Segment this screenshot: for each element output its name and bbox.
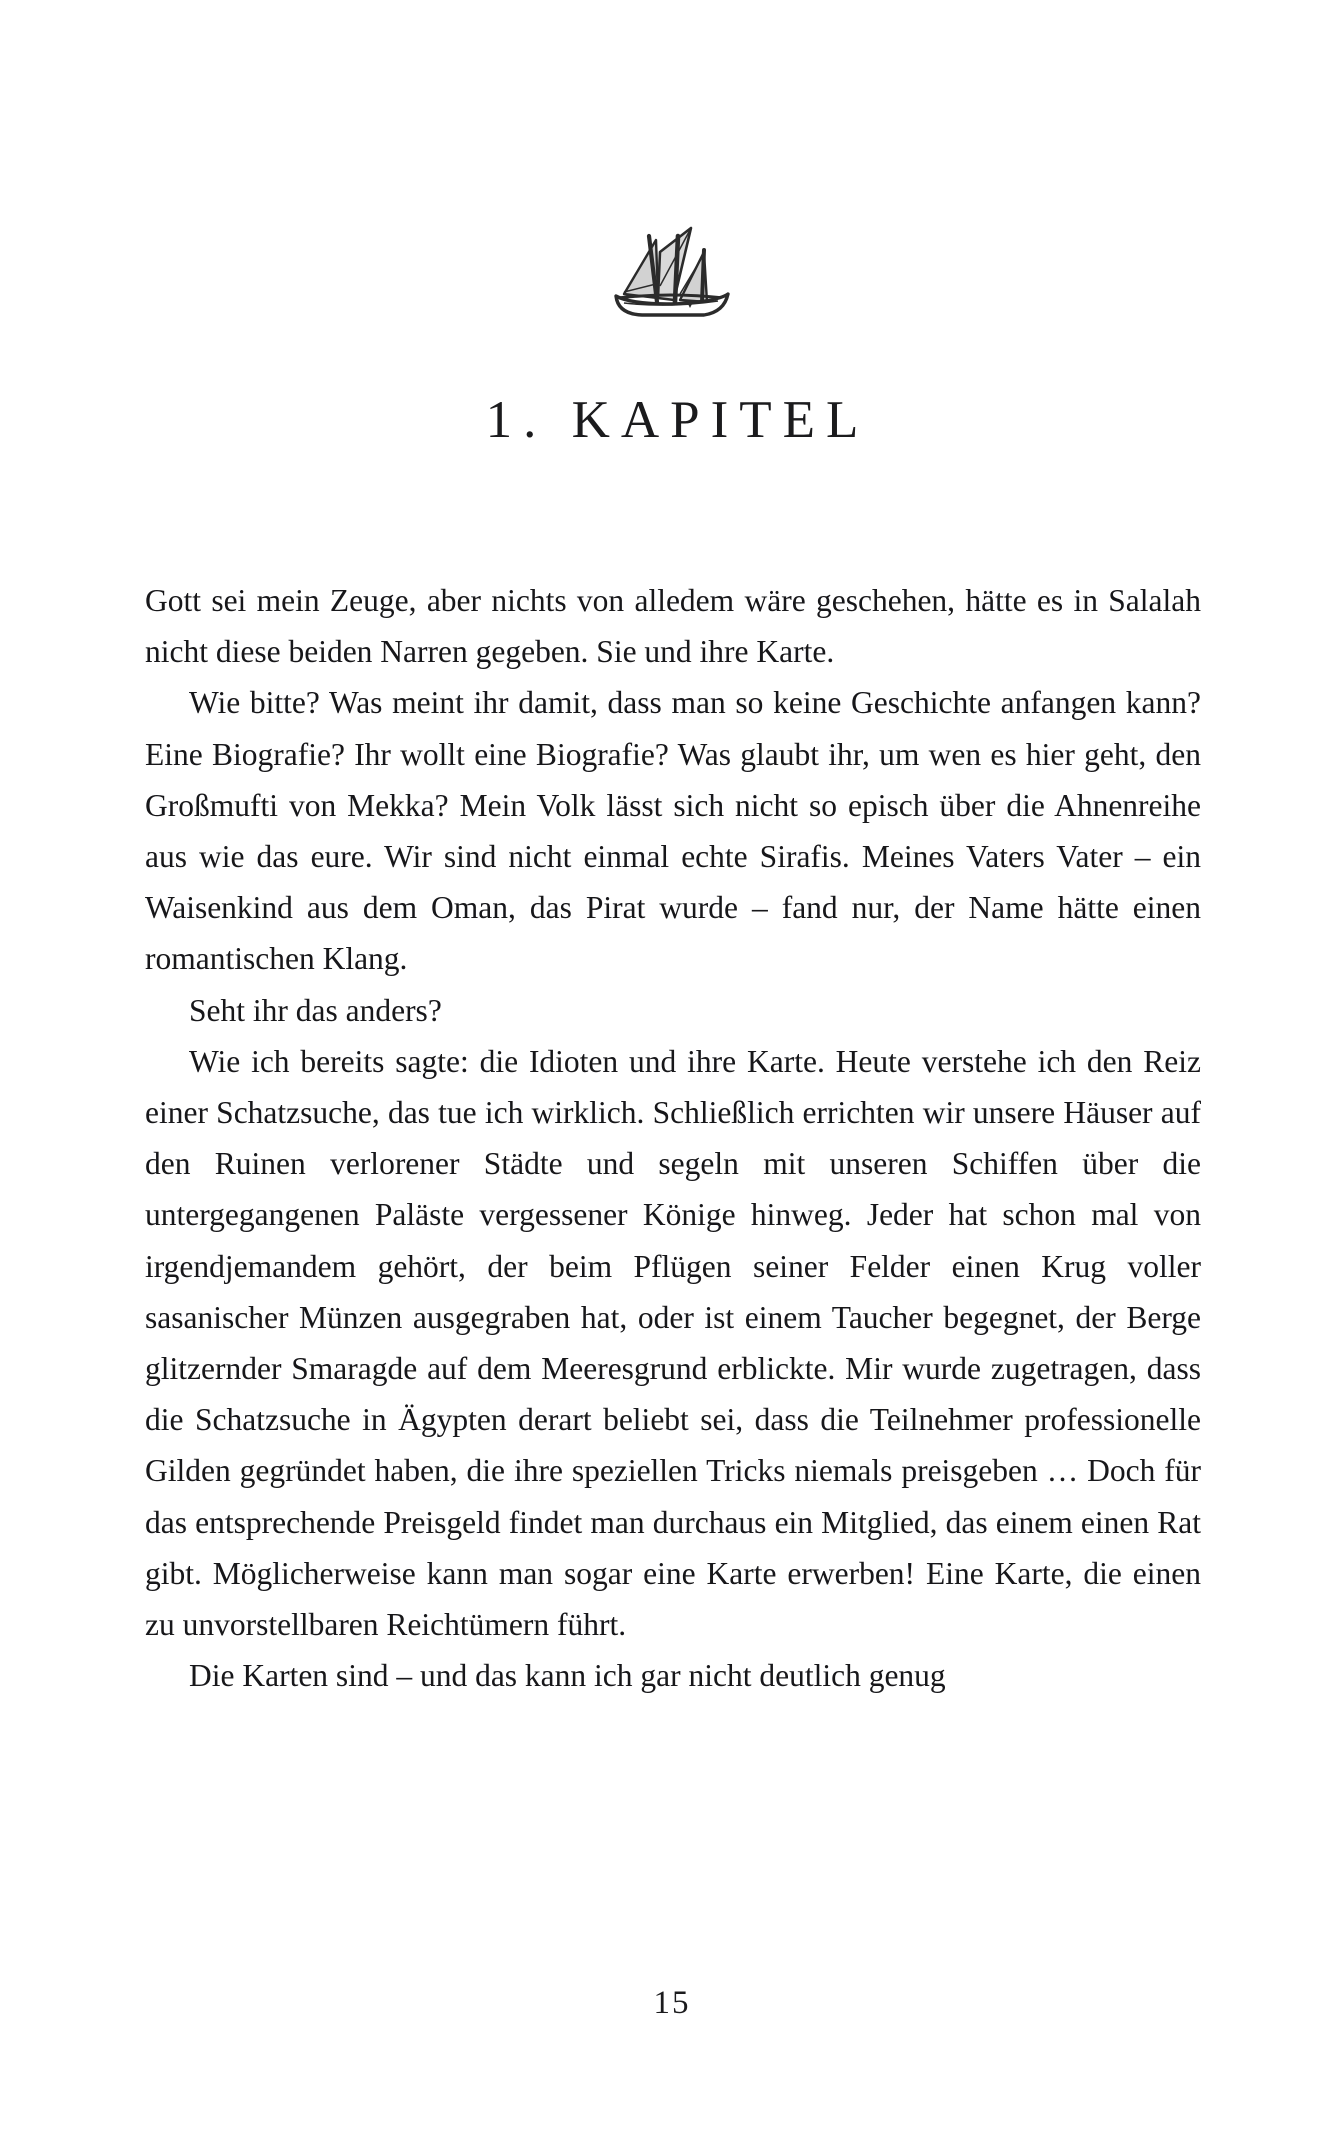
page-number: 15 xyxy=(653,1985,691,2021)
paragraph: Gott sei mein Zeuge, aber nichts von alledem wäre geschehen, hätte es in Salalah nicht diese beiden Narren gegeben. Sie und ihre Karte. xyxy=(145,583,1201,670)
paragraph: Die Karten sind – und das kann ich gar nicht deutlich genug xyxy=(189,1658,946,1694)
paragraph: Seht ihr das anders? xyxy=(189,992,442,1028)
body-text xyxy=(145,575,1201,1701)
paragraph: Wie bitte? Was meint ihr damit, dass man so keine Geschichte anfangen kann? Eine Biografie? Ihr wollt eine Biografie? Was glaubt ihr, um wen es hier geht, den Großmufti von Mekka? Mein Volk lässt sich nicht so episch über die Ahnenreihe aus wie das eure. Wir sind nicht einmal echte Sirafis. Meines Vaters Vater – ein Waisenkind aus dem Oman, das Pirat wurde – fand nur, der Name hätte einen romantischen Klang. xyxy=(145,685,1201,977)
chapter-title: 1. KAPITEL xyxy=(485,390,870,449)
chapter-ornament xyxy=(0,222,1344,317)
paragraph: Wie ich bereits sagte: die Idioten und ihre Karte. Heute verstehe ich den Reiz einer Schatzsuche, das tue ich wirklich. Schließlich errichten wir unsere Häuser auf den Ruinen verlorener Städte und segeln mit unseren Schiffen über die untergegangenen Paläste vergessener Könige hinweg. Jeder hat schon mal von irgendjemandem gehört, der beim Pflügen seiner Felder einen Krug voller sasanischer Münzen ausgegraben hat, oder ist einem Taucher begegnet, der Berge glitzernder Smaragde auf dem Meeresgrund erblickte. Mir wurde zugetragen, dass die Schatzsuche in Ägypten derart beliebt sei, dass die Teilnehmer professionelle Gilden gegründet haben, die ihre speziellen Tricks niemals preisgeben … Doch für das entsprechende Preisgeld findet man durchaus ein Mitglied, das einem einen Rat gibt. Möglicherweise kann man sogar eine Karte erwerben! Eine Karte, die einen zu unvorstellbaren Reichtümern führt. xyxy=(145,1043,1201,1643)
sailing-ship-dhow-icon xyxy=(612,222,732,317)
